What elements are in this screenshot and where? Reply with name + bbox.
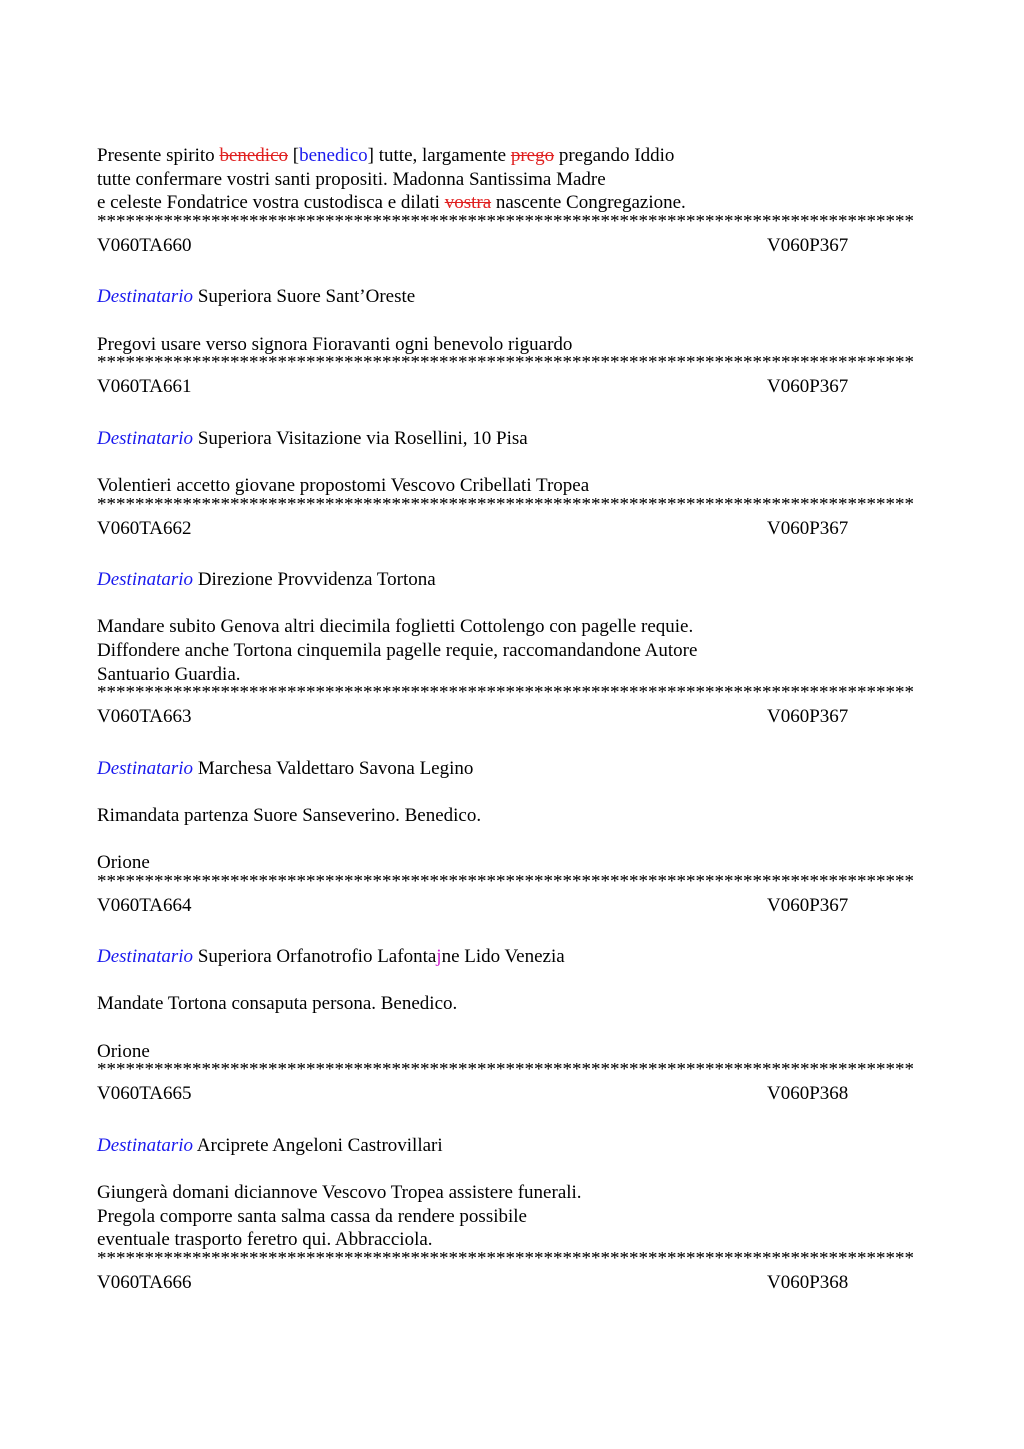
entry-destinatario <box>97 1134 927 1158</box>
entry-body-line: Volentieri accetto giovane propostomi Vescovo Cribellati Tropea <box>97 474 590 496</box>
marked-letter: j <box>436 946 442 968</box>
destinatario-label: Destinatario <box>97 286 194 308</box>
entry-body-line: Mandate Tortona consaputa persona. Benedico. <box>97 993 458 1015</box>
entry-id: V060TA664 <box>97 894 192 916</box>
entry-body-line: Rimandata partenza Suore Sanseverino. Benedico. <box>97 804 482 826</box>
text-span: nascente Congregazione. <box>491 192 686 214</box>
entry-id: V060TA661 <box>97 376 192 398</box>
entry-body-line: Santuario Guardia. <box>97 663 241 685</box>
entry-body-line: Pregola comporre santa salma cassa da rendere possibile <box>97 1205 527 1227</box>
deleted-text: prego <box>510 145 555 166</box>
entry-signature: Orione <box>97 1040 150 1062</box>
deleted-text: vostra <box>444 192 492 214</box>
entry-destinatario <box>97 285 927 309</box>
deleted-text: benedico <box>219 145 289 166</box>
entry-ref: V060P367 <box>767 706 849 728</box>
destinatario-label: Destinatario <box>97 757 194 779</box>
destinatario-value: Direzione Provvidenza Tortona <box>197 569 436 591</box>
entry-id: V060TA666 <box>97 1271 192 1293</box>
document-page <box>97 144 927 1299</box>
separator: ************************************************************************************** <box>97 497 914 512</box>
separator: ************************************************************************************** <box>97 356 914 371</box>
entry-body-line: Giungerà domani diciannove Vescovo Tropea assistere funerali. <box>97 1182 582 1203</box>
entry-ref: V060P367 <box>767 894 849 916</box>
destinatario-value: Superiora Orfanotrofio Lafonta <box>197 946 437 968</box>
entry-header <box>97 700 927 733</box>
entry-body-line: Mandare subito Genova altri diecimila foglietti Cottolengo con pagelle requie. <box>97 616 694 638</box>
entry-ref: V060P367 <box>767 517 849 539</box>
entry-header <box>97 889 927 922</box>
intro-line-2: tutte confermare vostri santi propositi. Madonna Santissima Madre <box>97 168 606 190</box>
entry-id: V060TA662 <box>97 517 192 539</box>
destinatario-value: Superiora Suore Sant’Oreste <box>197 286 416 308</box>
entry-destinatario <box>97 427 927 451</box>
entry-ref: V060P367 <box>767 376 849 398</box>
entry-body-line: Pregovi usare verso signora Fioravanti ogni benevolo riguardo <box>97 333 573 355</box>
entry-destinatario <box>97 757 927 781</box>
destinatario-label: Destinatario <box>97 427 194 449</box>
destinatario-value: Superiora Visitazione via Rosellini, 10 Pisa <box>197 427 528 449</box>
separator: ************************************************************************************** <box>97 214 914 229</box>
entry-header <box>97 1266 927 1299</box>
destinatario-label: Destinatario <box>97 946 194 968</box>
destinatario-value: Arciprete Angeloni Castrovillari <box>196 1134 443 1156</box>
text-span: [ <box>288 145 300 166</box>
entry-body-line: Diffondere anche Tortona cinquemila pagelle requie, raccomandandone Autore <box>97 639 698 661</box>
text-span: e celeste Fondatrice vostra custodisca e dilati <box>97 192 445 214</box>
separator: ************************************************************************************** <box>97 1251 914 1266</box>
entry-ref: V060P368 <box>767 1083 849 1105</box>
text-span: Presente spirito <box>97 145 220 166</box>
entry-id: V060TA660 <box>97 234 192 256</box>
entry-header <box>97 1077 927 1110</box>
separator: ************************************************************************************** <box>97 874 914 889</box>
entry-id: V060TA665 <box>97 1083 192 1105</box>
destinatario-value: ne Lido Venezia <box>441 946 565 968</box>
entry-destinatario <box>97 945 927 969</box>
entry-header <box>97 512 927 545</box>
separator: ************************************************************************************** <box>97 686 914 701</box>
entry-id: V060TA663 <box>97 706 192 728</box>
entry-header <box>97 229 927 262</box>
entry-ref: V060P368 <box>767 1271 849 1293</box>
intro-line-3 <box>97 191 927 215</box>
entry-ref: V060P367 <box>767 234 849 256</box>
entry-header <box>97 370 927 403</box>
inserted-text: benedico <box>299 145 368 166</box>
text-span: pregando Iddio <box>554 145 675 166</box>
entry-signature: Orione <box>97 852 150 874</box>
entry-destinatario <box>97 568 927 592</box>
destinatario-label: Destinatario <box>97 1134 194 1156</box>
entry-body-line: eventuale trasporto feretro qui. Abbracciola. <box>97 1229 433 1251</box>
destinatario-label: Destinatario <box>97 569 194 591</box>
text-span: ] tutte, largamente <box>367 145 511 166</box>
intro-line-1 <box>97 144 927 168</box>
separator: ************************************************************************************** <box>97 1063 914 1078</box>
destinatario-value: Marchesa Valdettaro Savona Legino <box>197 757 474 779</box>
